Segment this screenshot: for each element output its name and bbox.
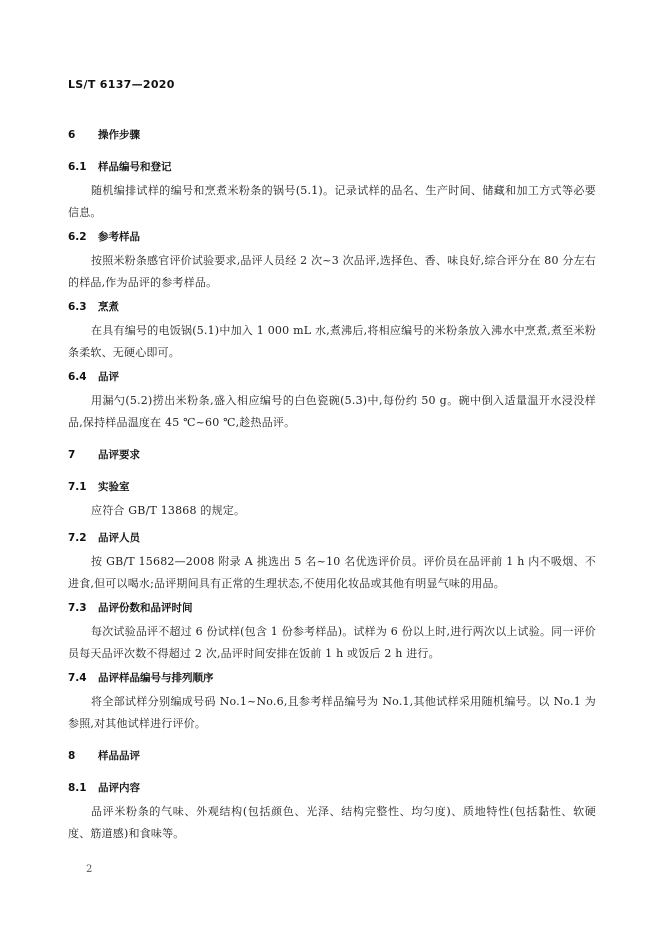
- section-title: 品评内容: [98, 782, 140, 794]
- page-number: 2: [86, 864, 93, 875]
- section-number: 8: [68, 750, 76, 762]
- section-heading-7-1: [68, 479, 130, 494]
- section-number: 7.3: [68, 602, 87, 614]
- section-title: 烹煮: [98, 301, 119, 313]
- section-number: 6.4: [68, 371, 87, 383]
- section-number: 7.1: [68, 481, 87, 493]
- section-number: 6.2: [68, 231, 87, 243]
- section-heading-8-1: [68, 780, 140, 795]
- section-title: 实验室: [98, 481, 130, 493]
- section-heading-7-3: [68, 600, 193, 615]
- section-heading-7: [68, 447, 140, 462]
- section-number: 7.4: [68, 672, 87, 684]
- section-title: 品评要求: [98, 449, 140, 461]
- section-title: 操作步骤: [98, 129, 140, 141]
- section-title: 品评份数和品评时间: [98, 602, 193, 614]
- paragraph-7-3: 每次试验品评不超过 6 份试样(包含 1 份参考样品)。试样为 6 份以上时,进行两次以上试验。同一评价员每天品评次数不得超过 2 次,品评时间安排在饭前 1 h 或饭后 2 h 进行。: [68, 625, 596, 660]
- paragraph-6-4: 用漏勺(5.2)捞出米粉条,盛入相应编号的白色瓷碗(5.3)中,每份约 50 g。碗中倒入适量温开水浸没样品,保持样品温度在 45 ℃~60 ℃,趁热品评。: [68, 394, 596, 429]
- section-number: 6: [68, 129, 76, 141]
- paragraph-6-3: 在具有编号的电饭锅(5.1)中加入 1 000 mL 水,煮沸后,将相应编号的米粉条放入沸水中烹煮,煮至米粉条柔软、无硬心即可。: [68, 324, 596, 359]
- section-heading-7-4: [68, 670, 214, 685]
- standard-code: LS/T 6137—2020: [68, 78, 175, 91]
- section-title: 参考样品: [98, 231, 140, 243]
- section-heading-6: [68, 127, 140, 142]
- section-heading-6-3: [68, 299, 119, 314]
- section-heading-6-4: [68, 369, 119, 384]
- section-number: 6.1: [68, 161, 87, 173]
- section-heading-6-2: [68, 229, 140, 244]
- paragraph-7-4: 将全部试样分别编成号码 No.1~No.6,且参考样品编号为 No.1,其他试样采用随机编号。以 No.1 为参照,对其他试样进行评价。: [68, 695, 596, 730]
- section-title: 品评: [98, 371, 119, 383]
- section-title: 品评样品编号与排列顺序: [98, 672, 214, 684]
- paragraph-7-2: 按 GB/T 15682—2008 附录 A 挑选出 5 名~10 名优选评价员。评价员在品评前 1 h 内不吸烟、不进食,但可以喝水;品评期间具有正常的生理状态,不使用化妆品或其他有明显气味的用品。: [68, 555, 596, 590]
- paragraph-6-2: 按照米粉条感官评价试验要求,品评人员经 2 次~3 次品评,选择色、香、味良好,综合评分在 80 分左右的样品,作为品评的参考样品。: [68, 254, 596, 289]
- section-title: 样品编号和登记: [98, 161, 172, 173]
- section-number: 7: [68, 449, 76, 461]
- paragraph-8-1: 品评米粉条的气味、外观结构(包括颜色、光泽、结构完整性、均匀度)、质地特性(包括黏性、软硬度、筋道感)和食味等。: [68, 805, 596, 840]
- section-heading-8: [68, 748, 140, 763]
- section-number: 6.3: [68, 301, 87, 313]
- section-title: 样品品评: [98, 750, 140, 762]
- section-heading-7-2: [68, 530, 140, 545]
- section-heading-6-1: [68, 159, 172, 174]
- section-number: 7.2: [68, 532, 87, 544]
- section-number: 8.1: [68, 782, 87, 794]
- paragraph-6-1: 随机编排试样的编号和烹煮米粉条的锅号(5.1)。记录试样的品名、生产时间、储藏和加工方式等必要信息。: [68, 184, 596, 219]
- paragraph-7-1: 应符合 GB/T 13868 的规定。: [91, 504, 246, 517]
- section-title: 品评人员: [98, 532, 140, 544]
